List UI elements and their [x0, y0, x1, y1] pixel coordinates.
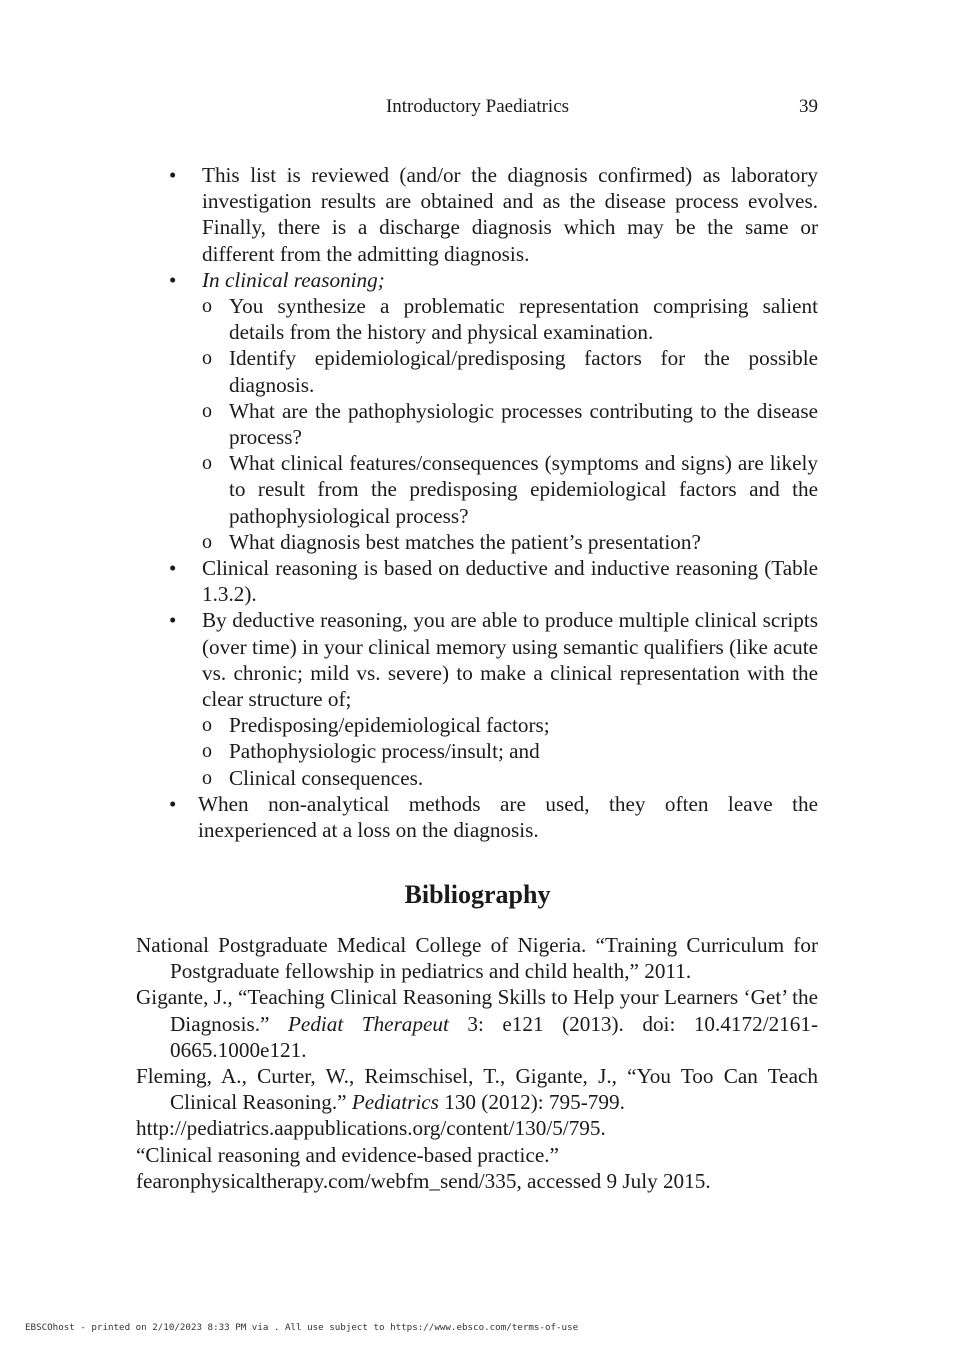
reference-text: 3: e121 (2013). doi: 10.4172/2161-0665.1000e121.	[170, 1011, 819, 1062]
sub-item: o What are the pathophysiologic processes contributing to the disease process?	[202, 398, 818, 450]
bullet-heading: In clinical reasoning;	[202, 267, 385, 292]
reference-item	[136, 932, 818, 984]
journal-name: Pediat Therapeut	[287, 1011, 449, 1036]
reference-text: “Clinical reasoning and evidence-based practice.”	[136, 1142, 559, 1167]
sub-list	[202, 293, 818, 555]
reference-item	[136, 1063, 818, 1142]
reference-item	[136, 1142, 818, 1194]
bullet-text: Clinical reasoning is based on deductive and inductive reasoning (Table 1.3.2).	[202, 556, 818, 607]
sub-item: o You synthesize a problematic representation comprising salient details from the history and physical examination.	[202, 293, 818, 345]
bullet-list	[165, 162, 818, 843]
bullet-item	[165, 555, 818, 607]
bullet-item	[165, 267, 818, 555]
reference-url[interactable]: fearonphysicaltherapy.com/webfm_send/335, accessed 9 July 2015.	[136, 1168, 711, 1193]
bibliography-list	[136, 932, 818, 1194]
sub-item: o What diagnosis best matches the patient’s presentation?	[202, 529, 818, 555]
running-title: Introductory Paediatrics	[385, 96, 570, 117]
sub-item: o Clinical consequences.	[202, 765, 818, 791]
reference-url[interactable]: http://pediatrics.aappublications.org/content/130/5/795.	[136, 1116, 606, 1141]
reference-item	[136, 984, 818, 1063]
journal-name: Pediatrics	[351, 1090, 439, 1115]
sub-list	[202, 712, 818, 791]
bullet-item	[165, 162, 818, 267]
page-header	[0, 96, 955, 122]
bibliography-heading: Bibliography	[404, 880, 551, 909]
reference-text: National Postgraduate Medical College of Nigeria. “Training Curriculum for Postgraduate fellowship in pediatrics and child health,” 2011.	[136, 933, 818, 984]
sub-item: o Predisposing/epidemiological factors;	[202, 712, 818, 738]
bullet-text: By deductive reasoning, you are able to produce multiple clinical scripts (over time) in your clinical memory using semantic qualifiers (like acute vs. chronic; mild vs. severe) to make a clinical representation with the clear structure of;	[202, 608, 818, 712]
bullet-text: When non-analytical methods are used, they often leave the inexperienced at a loss on the diagnosis.	[198, 791, 818, 843]
reference-text: Fleming, A., Curter, W., Reimschisel, T., Gigante, J., “You Too Can Teach Clinical Reasoning.”	[136, 1064, 818, 1115]
main-content	[165, 162, 818, 843]
page-number: 39	[799, 96, 818, 117]
bullet-text: This list is reviewed (and/or the diagnosis confirmed) as laboratory investigation results are obtained and as the disease process evolves. Finally, there is a discharge diagnosis which may be the same or different from the admitting diagnosis.	[202, 163, 818, 266]
print-footer: EBSCOhost - printed on 2/10/2023 8:33 PM via . All use subject to https://www.ebsco.com/terms-of-use	[25, 1322, 579, 1333]
bullet-item	[165, 791, 818, 843]
reference-text: Gigante, J., “Teaching Clinical Reasoning Skills to Help your Learners ‘Get’ the Diagnosis.”	[136, 985, 818, 1036]
sub-item: o Identify epidemiological/predisposing factors for the possible diagnosis.	[202, 345, 818, 397]
sub-item: o Pathophysiologic process/insult; and	[202, 738, 818, 764]
sub-item: o What clinical features/consequences (symptoms and signs) are likely to result from the predisposing epidemiological factors and the pathophysiological process?	[202, 450, 818, 529]
reference-text: 130 (2012): 795-799.	[438, 1090, 625, 1115]
bullet-item	[165, 607, 818, 790]
